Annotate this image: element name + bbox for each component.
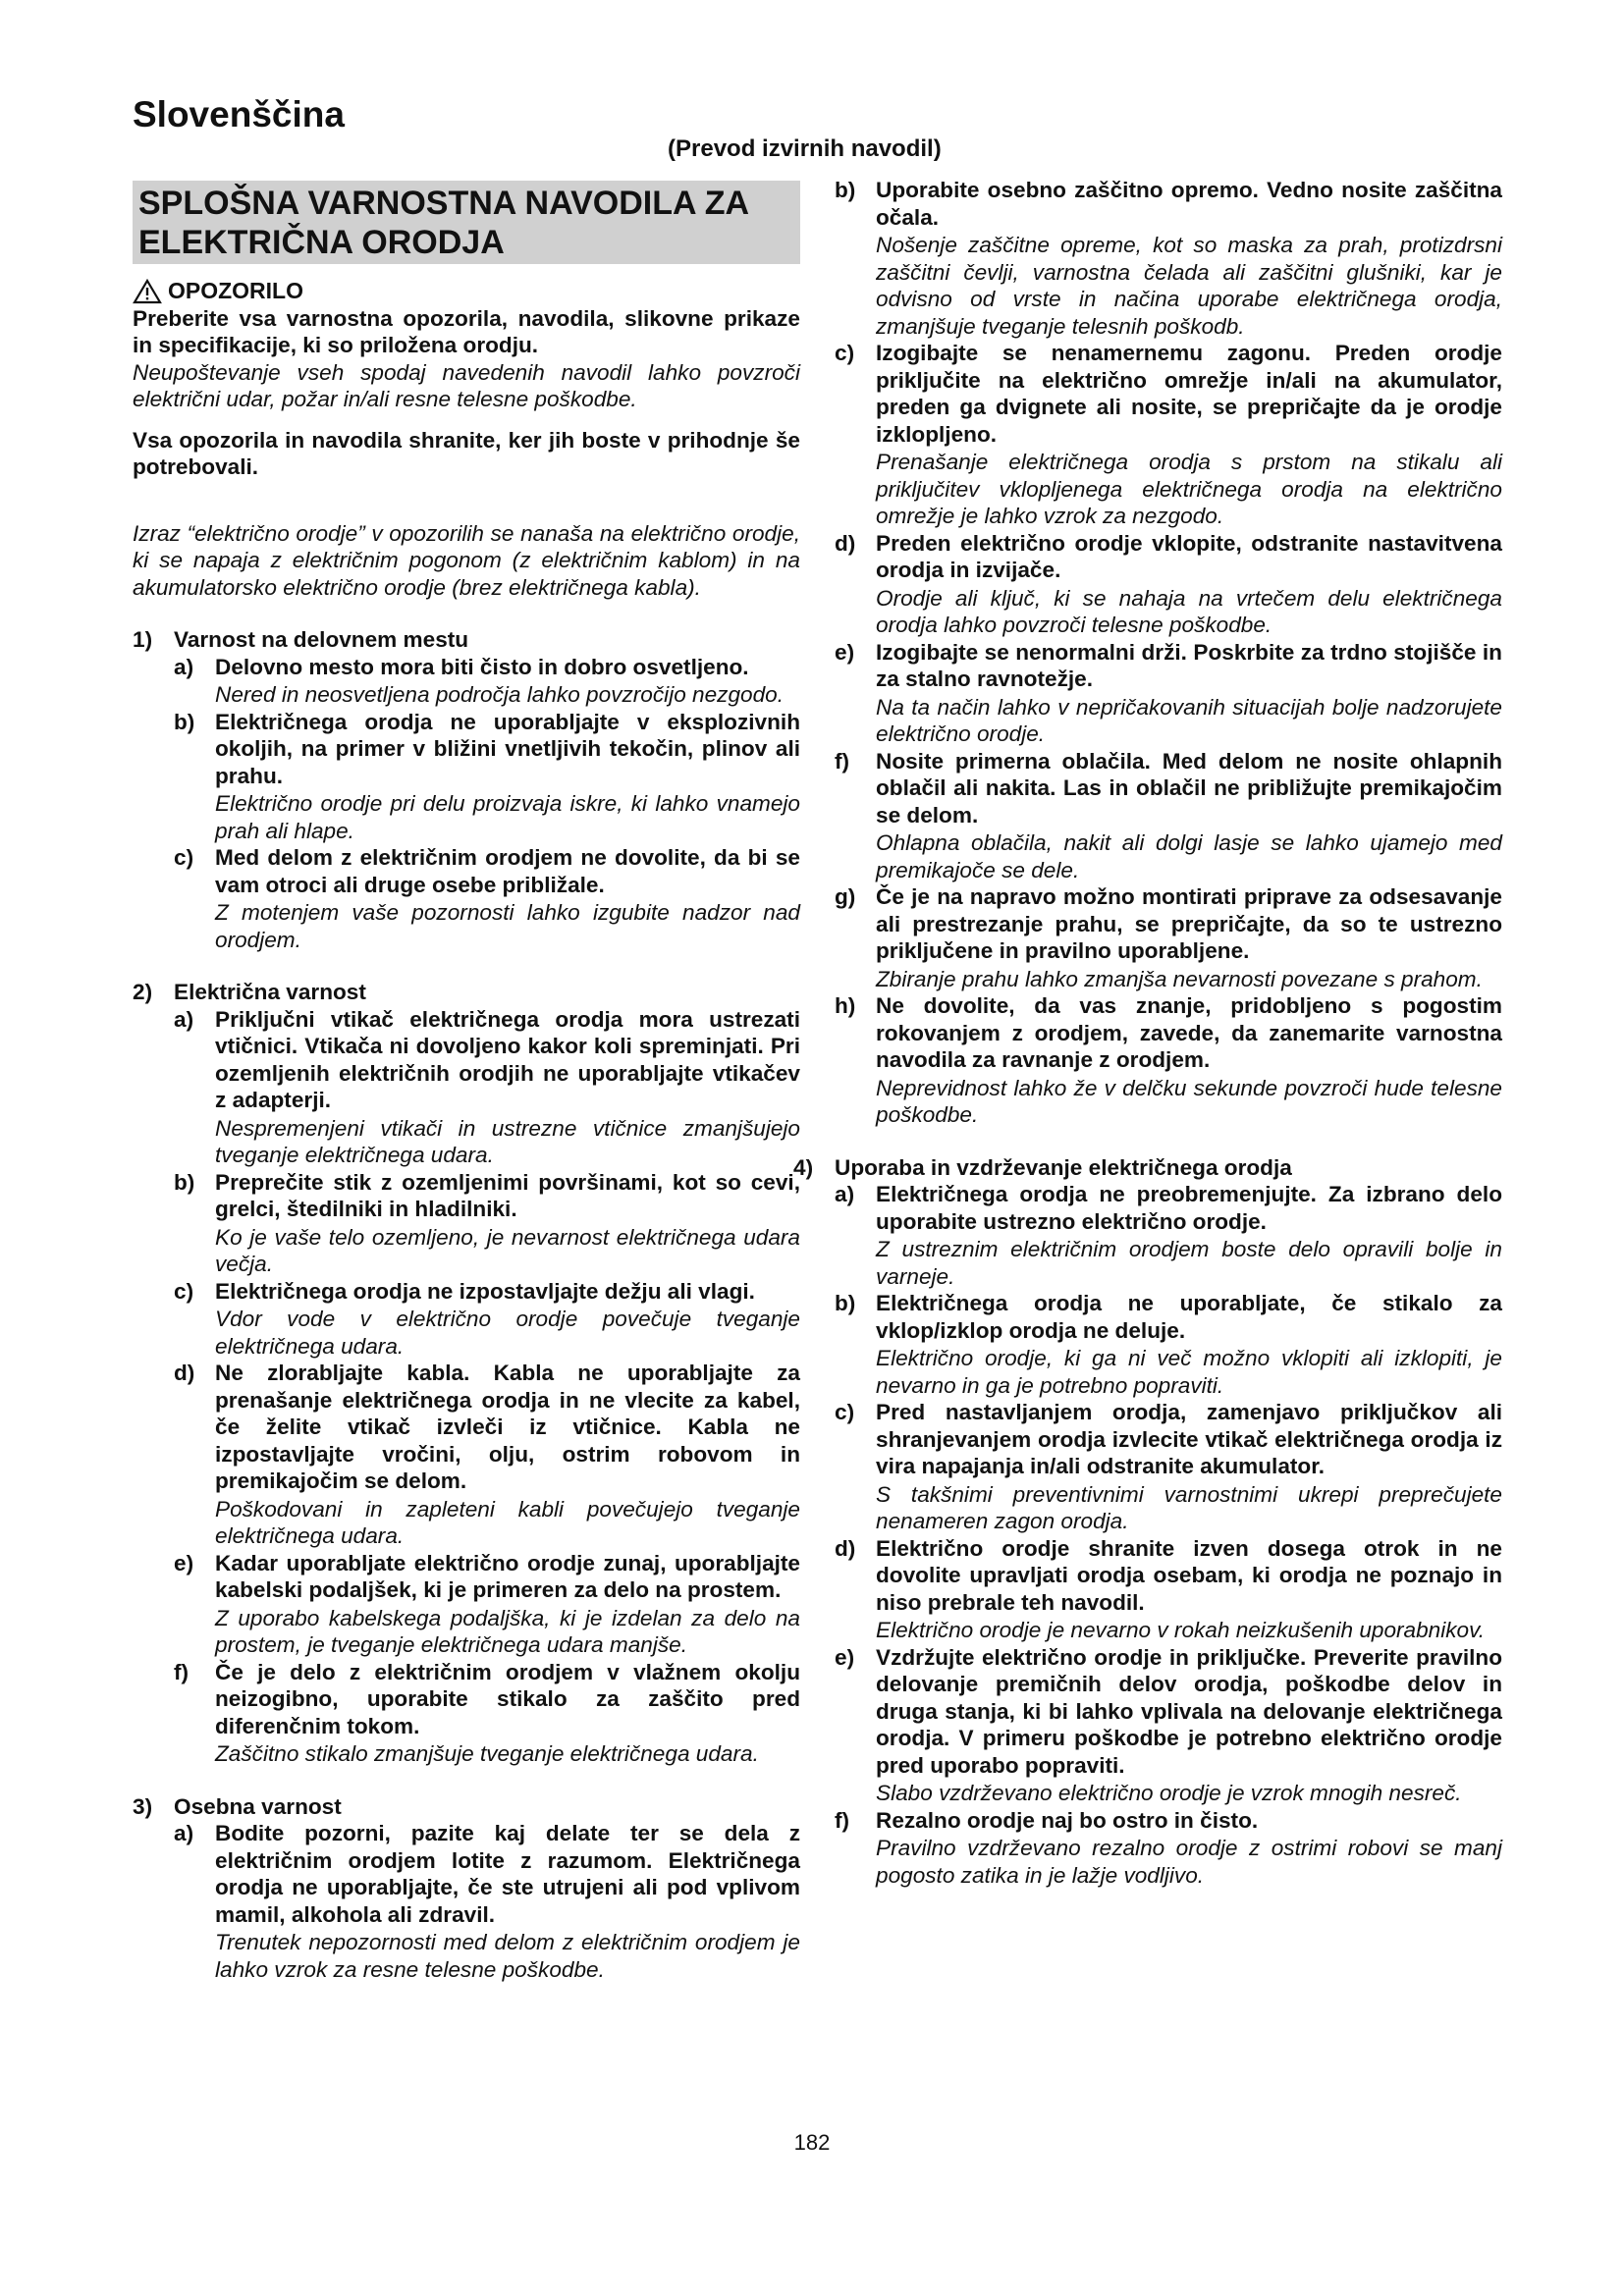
list-item bbox=[174, 1550, 800, 1659]
explanation-text: Orodje ali ključ, ki se nahaja na vrtečem delu električnega orodja lahko povzroči telesne poškodbe. bbox=[876, 585, 1502, 637]
instruction-text: Če je delo z električnim orodjem v vlažnem okolju neizogibno, uporabite stikalo za zaščito pred diferenčnim tokom. bbox=[215, 1659, 800, 1738]
explanation-text: S takšnimi preventivnimi varnostnimi ukrepi preprečujete nenameren zagon orodja. bbox=[876, 1481, 1502, 1533]
item-body bbox=[876, 639, 1502, 748]
item-label: a) bbox=[174, 654, 194, 679]
instruction-text: Delovno mesto mora biti čisto in dobro osvetljeno. bbox=[215, 654, 749, 679]
item-body bbox=[215, 1006, 800, 1169]
item-body: Varnost na delovnem mestu bbox=[174, 627, 469, 652]
instruction-text: Rezalno orodje naj bo ostro in čisto. bbox=[876, 1807, 1259, 1833]
item-body bbox=[876, 1290, 1502, 1399]
section-heading bbox=[793, 1154, 1502, 1182]
instruction-text: Pred nastavljanjem orodja, zamenjavo priključkov ali shranjevanjem orodja izvlecite vtikač električnega orodja iz vira napajanja in/ali odstranite akumulator. bbox=[876, 1400, 1502, 1478]
left-column bbox=[133, 181, 800, 1983]
instruction-text: Izogibajte se nenamernemu zagonu. Preden orodje priključite na električno omrežje in/ali na akumulator, preden ga dvignete ali nosite, se prepričajte da je orodje izklopljeno. bbox=[876, 341, 1502, 447]
explanation-text: Z motenjem vaše pozornosti lahko izgubite nadzor nad orodjem. bbox=[215, 900, 800, 952]
item-body bbox=[215, 1820, 800, 1983]
instruction-text: Električnega orodja ne uporabljate, če stikalo za vklop/izklop orodja ne deluje. bbox=[876, 1291, 1502, 1343]
warning-label: OPOZORILO bbox=[168, 278, 303, 303]
item-body: Električna varnost bbox=[174, 980, 366, 1004]
instruction-text: Med delom z električnim orodjem ne dovolite, da bi se vam otroci ali druge osebe približale. bbox=[215, 845, 800, 897]
list-item bbox=[835, 177, 1502, 340]
explanation-text: Nespremenjeni vtikači in ustrezne vtičnice zmanjšujejo tveganje električnega udara. bbox=[215, 1115, 800, 1167]
list-item bbox=[174, 1169, 800, 1278]
page-number: 182 bbox=[793, 2130, 831, 2155]
item-body bbox=[876, 1399, 1502, 1535]
language-heading: Slovenščina bbox=[133, 94, 345, 134]
warning-triangle-icon bbox=[133, 279, 162, 304]
item-label: f) bbox=[174, 1659, 189, 1684]
item-label: c) bbox=[835, 1400, 855, 1424]
list-item bbox=[835, 1290, 1502, 1399]
instruction-text: Bodite pozorni, pazite kaj delate ter se dela z električnim orodjem lotite z razumom. Električnega orodja ne uporabljajte, če ste utrujeni ali pod vplivom mamil, alkohola ali zdravil. bbox=[215, 1821, 800, 1927]
instruction-text: Uporabite osebno zaščitno opremo. Vedno nosite zaščitna očala. bbox=[876, 178, 1502, 230]
item-label: 1) bbox=[133, 627, 153, 652]
item-label: c) bbox=[835, 341, 855, 365]
item-label: e) bbox=[835, 1644, 855, 1670]
item-body bbox=[215, 1278, 800, 1361]
section-heading bbox=[133, 626, 800, 654]
item-body: Osebna varnost bbox=[174, 1793, 342, 1819]
warning-text: Preberite vsa varnostna opozorila, navodila, slikovne prikaze in specifikacije, ki so priložena orodju. bbox=[133, 305, 800, 357]
explanation-text: Prenašanje električnega orodja s prstom na stikalu ali priključitev vklopljenega električnega orodja na električno omrežje je lahko vzrok za nezgodo. bbox=[876, 450, 1502, 528]
list-item bbox=[835, 1644, 1502, 1807]
list-item bbox=[835, 340, 1502, 530]
instruction-text: Električnega orodja ne uporabljajte v eksplozivnih okoljih, na primer v bližini vnetljivih tekočin, plinov ali prahu. bbox=[215, 709, 800, 788]
instruction-text: Priključni vtikač električnega orodja mora ustrezati vtičnici. Vtikača ni dovoljeno kakor koli spreminjati. Pri ozemljenih električnih orodjih ne uporabljajte vtikačev z adapterji. bbox=[215, 1006, 800, 1112]
list-item bbox=[174, 709, 800, 845]
item-label: a) bbox=[174, 1821, 194, 1845]
item-body bbox=[876, 748, 1502, 884]
instruction-text: Električnega orodja ne preobremenjujte. Za izbrano delo uporabite ustrezno električno orodje. bbox=[876, 1182, 1502, 1234]
section-heading bbox=[133, 979, 800, 1006]
list-item bbox=[835, 1807, 1502, 1890]
explanation-text: Na ta način lahko v nepričakovanih situacijah bolje nadzorujete električno orodje. bbox=[876, 694, 1502, 746]
item-body bbox=[876, 883, 1502, 992]
keep-instructions: Vsa opozorila in navodila shranite, ker jih boste v prihodnje še potrebovali. bbox=[133, 427, 800, 479]
explanation-text: Vdor vode v električno orodje povečuje tveganje električnega udara. bbox=[215, 1307, 800, 1359]
section-1-items bbox=[133, 654, 800, 954]
item-body bbox=[215, 654, 800, 709]
item-label: f) bbox=[835, 748, 850, 774]
list-item bbox=[835, 748, 1502, 884]
item-label: f) bbox=[835, 1807, 850, 1833]
explanation-text: Pravilno vzdrževano rezalno orodje z ostrimi robovi se manj pogosto zatika in je lažje vodljivo. bbox=[876, 1836, 1502, 1888]
list-item bbox=[835, 883, 1502, 992]
item-label: e) bbox=[835, 639, 855, 665]
list-item bbox=[835, 1535, 1502, 1644]
section-3-items-right bbox=[835, 177, 1502, 1129]
explanation-text: Poškodovani in zapleteni kabli povečujejo tveganje električnega udara. bbox=[215, 1496, 800, 1548]
explanation-text: Zbiranje prahu lahko zmanjša nevarnosti povezane s prahom. bbox=[876, 966, 1483, 991]
explanation-text: Slabo vzdrževano električno orodje je vzrok mnogih nesreč. bbox=[876, 1781, 1462, 1805]
item-body bbox=[215, 1360, 800, 1550]
item-label: g) bbox=[835, 884, 856, 909]
item-body bbox=[215, 709, 800, 845]
item-label: 3) bbox=[133, 1793, 153, 1819]
list-item bbox=[174, 1360, 800, 1550]
item-label: b) bbox=[835, 178, 856, 202]
term-definition: Izraz “električno orodje” v opozorilih se nanaša na električno orodje, ki se napaja z električnim pogonom (z električnim kablom) in na akumulatorsko električno orodje (brez električnega kabla). bbox=[133, 520, 800, 600]
item-body bbox=[876, 992, 1502, 1129]
item-label: b) bbox=[174, 709, 195, 734]
list-item bbox=[835, 1181, 1502, 1290]
instruction-text: Vzdržujte električno orodje in priključke. Preverite pravilno delovanje premičnih delov orodja, poškodbe delov in druga stanja, ki bi lahko vplivala na delovanje električnega orodja. V primeru poškodbe je potrebno električno orodje pred uporabo popraviti. bbox=[876, 1644, 1502, 1778]
instruction-text: Če je na napravo možno montirati priprave za odsesavanje ali prestrezanje prahu, se prepričajte, da so te ustrezno priključene in pravilno uporabljene. bbox=[876, 884, 1502, 963]
list-item bbox=[835, 1399, 1502, 1535]
item-body bbox=[876, 1535, 1502, 1644]
explanation-text: Nošenje zaščitne opreme, kot so maska za prah, protizdrsni zaščitni čevlji, varnostna čelada ali zaščitni glušniki, kar je odvisno od vrste in načina uporabe električnega orodja, zmanjšuje tveganje telesnih poškodb. bbox=[876, 233, 1502, 339]
list-item bbox=[174, 1006, 800, 1169]
section-heading bbox=[133, 1793, 800, 1821]
instruction-text: Ne zlorabljajte kabla. Kabla ne uporabljajte za prenašanje električnega orodja in ne vlecite za kabel, če želite vtikač izvleči iz vtičnice. Kabla ne izpostavljajte vročini, olju, ostrim robovom in premikajočim se delom. bbox=[215, 1361, 800, 1493]
list-item bbox=[174, 1820, 800, 1983]
warning-header bbox=[133, 278, 800, 305]
section-3-items-left bbox=[133, 1820, 800, 1983]
instruction-text: Preden električno orodje vklopite, odstranite nastavitvena orodja in izvijače. bbox=[876, 530, 1502, 582]
item-label: c) bbox=[174, 845, 194, 870]
item-label: d) bbox=[835, 1535, 856, 1561]
item-body bbox=[876, 1807, 1502, 1890]
item-body bbox=[876, 177, 1502, 340]
item-label: c) bbox=[174, 1278, 194, 1304]
list-item bbox=[174, 654, 800, 709]
item-label: b) bbox=[174, 1169, 195, 1195]
explanation-text: Električno orodje pri delu proizvaja iskre, ki lahko vnamejo prah ali hlape. bbox=[215, 791, 800, 843]
explanation-text: Nered in neosvetljena področja lahko povzročijo nezgodo. bbox=[215, 682, 785, 707]
instruction-text: Nosite primerna oblačila. Med delom ne nosite ohlapnih oblačil ali nakita. Las in oblačil ne približujte premikajočim se delom. bbox=[876, 748, 1502, 828]
item-label: e) bbox=[174, 1550, 194, 1575]
explanation-text: Ko je vaše telo ozemljeno, je nevarnost električnega udara večja. bbox=[215, 1224, 800, 1276]
list-item bbox=[835, 639, 1502, 748]
instruction-text: Električnega orodja ne izpostavljajte dežju ali vlagi. bbox=[215, 1278, 755, 1304]
item-label: d) bbox=[174, 1361, 195, 1385]
item-label: a) bbox=[174, 1006, 194, 1032]
item-label: a) bbox=[835, 1182, 855, 1206]
explanation-text: Z uporabo kabelskega podaljška, ki je izdelan za delo na prostem, je tveganje električnega udara manjše. bbox=[215, 1605, 800, 1657]
section-2-items bbox=[133, 1006, 800, 1768]
explanation-text: Električno orodje, ki ga ni več možno vklopiti ali izklopiti, je nevarno in ga je potrebno popraviti. bbox=[876, 1346, 1502, 1398]
item-label: 4) bbox=[793, 1154, 814, 1180]
document-title: SPLOŠNA VARNOSTNA NAVODILA ZA ELEKTRIČNA ORODJA bbox=[133, 181, 800, 264]
section-4-items bbox=[835, 1181, 1502, 1889]
right-column bbox=[793, 177, 1502, 1889]
item-body bbox=[215, 1169, 800, 1278]
list-item bbox=[835, 992, 1502, 1129]
item-body bbox=[215, 1659, 800, 1768]
item-body bbox=[876, 1644, 1502, 1807]
translation-note: (Prevod izvirnih navodil) bbox=[668, 135, 942, 162]
instruction-text: Električno orodje shranite izven dosega otrok in ne dovolite upravljati orodja osebam, ki orodja ne poznajo in niso prebrale teh navodil. bbox=[876, 1535, 1502, 1615]
item-body: Uporaba in vzdrževanje električnega orodja bbox=[835, 1154, 1292, 1180]
list-item bbox=[835, 530, 1502, 639]
instruction-text: Izogibajte se nenormalni drži. Poskrbite za trdno stojišče in za stalno ravnotežje. bbox=[876, 639, 1502, 691]
warning-note: Neupoštevanje vseh spodaj navedenih navodil lahko povzroči električni udar, požar in/ali resne telesne poškodbe. bbox=[133, 359, 800, 411]
explanation-text: Neprevidnost lahko že v delčku sekunde povzroči hude telesne poškodbe. bbox=[876, 1075, 1502, 1127]
item-label: 2) bbox=[133, 980, 153, 1004]
item-body bbox=[876, 1181, 1502, 1290]
explanation-text: Električno orodje je nevarno v rokah neizkušenih uporabnikov. bbox=[876, 1618, 1486, 1642]
instruction-text: Kadar uporabljate električno orodje zunaj, uporabljajte kabelski podaljšek, ki je primeren za delo na prostem. bbox=[215, 1550, 800, 1602]
item-label: h) bbox=[835, 993, 856, 1018]
item-label: d) bbox=[835, 530, 856, 556]
list-item bbox=[174, 844, 800, 953]
explanation-text: Trenutek nepozornosti med delom z električnim orodjem je lahko vzrok za resne telesne poškodbe. bbox=[215, 1930, 800, 1982]
item-body bbox=[876, 530, 1502, 639]
instruction-text: Preprečite stik z ozemljenimi površinami, kot so cevi, grelci, štedilniki in hladilniki. bbox=[215, 1169, 800, 1221]
item-label: b) bbox=[835, 1291, 856, 1315]
item-body bbox=[876, 340, 1502, 530]
list-item bbox=[174, 1659, 800, 1768]
list-item bbox=[174, 1278, 800, 1361]
instruction-text: Ne dovolite, da vas znanje, pridobljeno s pogostim rokovanjem z orodjem, zavede, da zanemarite varnostna navodila za ravnanje z orodjem. bbox=[876, 993, 1502, 1072]
explanation-text: Zaščitno stikalo zmanjšuje tveganje električnega udara. bbox=[215, 1741, 759, 1766]
item-body bbox=[215, 844, 800, 953]
item-body bbox=[215, 1550, 800, 1659]
explanation-text: Ohlapna oblačila, nakit ali dolgi lasje se lahko ujamejo med premikajoče se dele. bbox=[876, 830, 1502, 882]
explanation-text: Z ustreznim električnim orodjem boste delo opravili bolje in varneje. bbox=[876, 1237, 1502, 1289]
